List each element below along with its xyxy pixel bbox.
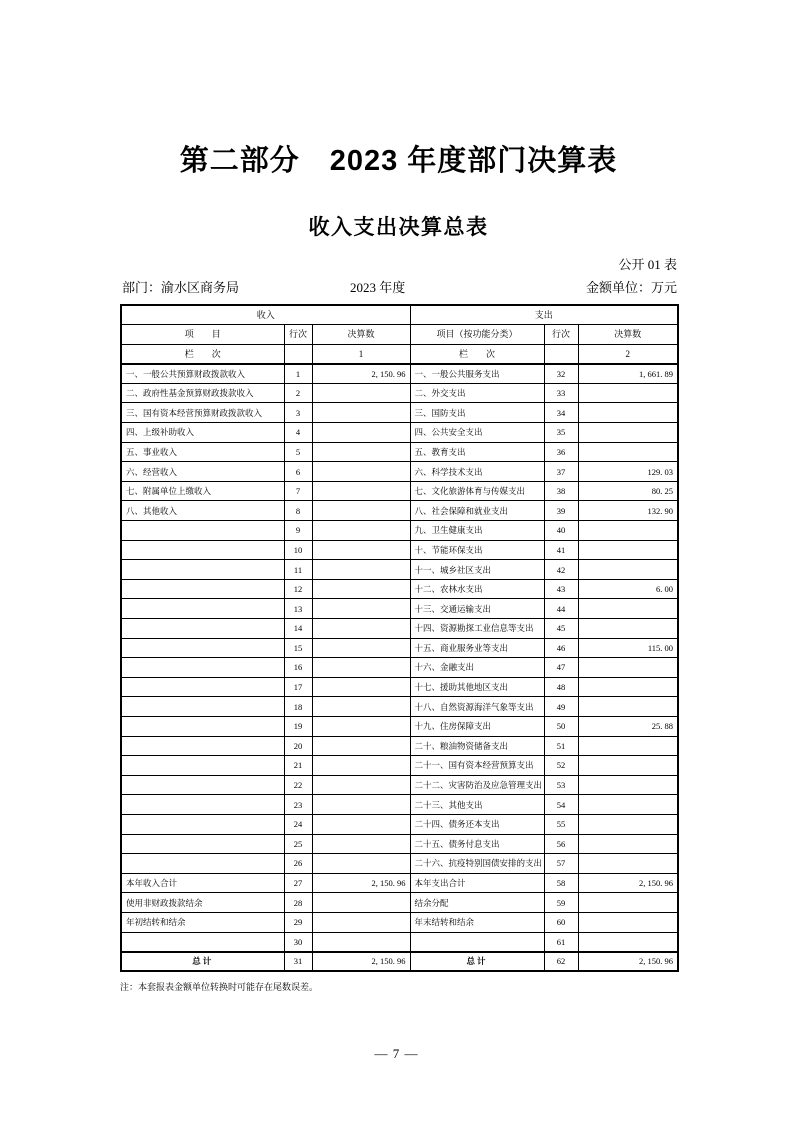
expense-amount: 6. 00 (578, 579, 678, 599)
income-item-label (121, 716, 284, 736)
table-row (121, 423, 678, 443)
income-row-number: 31 (284, 952, 312, 972)
footnote: 注：本套报表金额单位转换时可能存在尾数误差。 (120, 982, 319, 993)
expense-amount (578, 756, 678, 776)
income-amount (312, 716, 410, 736)
income-row-number: 5 (284, 442, 312, 462)
expense-row-number: 42 (544, 560, 578, 580)
expense-amount (578, 795, 678, 815)
income-item-label (121, 658, 284, 678)
income-row-number: 8 (284, 501, 312, 521)
col-header-expense-rownum: 行次 (544, 325, 578, 345)
income-row-number: 19 (284, 716, 312, 736)
income-item-label (121, 599, 284, 619)
table-row (121, 697, 678, 717)
expense-amount: 129. 03 (578, 462, 678, 482)
expense-row-number: 51 (544, 736, 578, 756)
expense-amount (578, 893, 678, 913)
income-amount (312, 893, 410, 913)
income-row-number: 11 (284, 560, 312, 580)
expense-item-label: 十七、援助其他地区支出 (410, 677, 544, 697)
table-row (121, 736, 678, 756)
expense-amount (578, 697, 678, 717)
part-title: 第二部分 2023 年度部门决算表 (179, 145, 618, 177)
col-header-income-item: 项 目 (121, 325, 284, 345)
income-item-label: 六、经营收入 (121, 462, 284, 482)
expense-row-number: 49 (544, 697, 578, 717)
income-row-number: 3 (284, 403, 312, 423)
income-amount (312, 736, 410, 756)
income-item-label (121, 638, 284, 658)
income-row-number: 21 (284, 756, 312, 776)
income-row-number: 12 (284, 579, 312, 599)
expense-item-label: 五、教育支出 (410, 442, 544, 462)
expense-amount (578, 423, 678, 443)
expense-amount (578, 736, 678, 756)
expense-row-number: 52 (544, 756, 578, 776)
income-item-label (121, 814, 284, 834)
income-row-number: 4 (284, 423, 312, 443)
income-amount (312, 540, 410, 560)
expense-item-label: 二十三、其他支出 (410, 795, 544, 815)
page-number: — 7 — (374, 1046, 419, 1061)
income-row-number: 23 (284, 795, 312, 815)
expense-item-label: 二十四、债务还本支出 (410, 814, 544, 834)
fiscal-year-label: 2023 年度 (350, 280, 406, 295)
income-row-number: 2 (284, 383, 312, 403)
expense-row-number: 36 (544, 442, 578, 462)
expense-item-label: 二十二、灾害防治及应急管理支出 (410, 775, 544, 795)
table-row (121, 638, 678, 658)
income-item-label (121, 736, 284, 756)
department-label: 部门：渝水区商务局 (122, 280, 240, 295)
income-row-number: 15 (284, 638, 312, 658)
expense-amount: 115. 00 (578, 638, 678, 658)
expense-amount: 25. 88 (578, 716, 678, 736)
table-row (121, 893, 678, 913)
income-item-label: 总计 (121, 952, 284, 972)
income-amount (312, 423, 410, 443)
table-section-header-row (121, 305, 678, 325)
expense-row-number: 48 (544, 677, 578, 697)
expense-amount (578, 658, 678, 678)
income-row-number: 26 (284, 854, 312, 874)
income-amount (312, 756, 410, 776)
expense-item-label: 六、科学技术支出 (410, 462, 544, 482)
expense-item-label: 十六、金融支出 (410, 658, 544, 678)
expense-amount (578, 403, 678, 423)
expense-row-number: 35 (544, 423, 578, 443)
expense-row-number: 60 (544, 912, 578, 932)
expense-item-label: 一、一般公共服务支出 (410, 364, 544, 384)
table-row (121, 952, 678, 972)
expense-row-number: 41 (544, 540, 578, 560)
income-item-label (121, 834, 284, 854)
table-row (121, 403, 678, 423)
expense-section-header: 支出 (410, 305, 678, 325)
table-row (121, 932, 678, 952)
income-item-label (121, 932, 284, 952)
expense-row-number: 58 (544, 873, 578, 893)
income-row-number: 16 (284, 658, 312, 678)
col-header-income-amount: 决算数 (312, 325, 410, 345)
income-item-label: 三、国有资本经营预算财政拨款收入 (121, 403, 284, 423)
expense-item-label: 三、国防支出 (410, 403, 544, 423)
table-column-index-row (121, 344, 678, 364)
income-amount (312, 579, 410, 599)
expense-item-label: 九、卫生健康支出 (410, 521, 544, 541)
income-amount (312, 481, 410, 501)
table-row (121, 834, 678, 854)
income-row-number: 25 (284, 834, 312, 854)
table-row (121, 462, 678, 482)
income-row-number: 24 (284, 814, 312, 834)
income-amount (312, 697, 410, 717)
expense-item-label: 十四、资源勘探工业信息等支出 (410, 619, 544, 639)
table-row (121, 775, 678, 795)
income-amount (312, 599, 410, 619)
table-row (121, 854, 678, 874)
income-item-label (121, 677, 284, 697)
table-code: 公开 01 表 (618, 257, 677, 272)
income-row-number: 9 (284, 521, 312, 541)
income-amount (312, 932, 410, 952)
expense-row-number: 53 (544, 775, 578, 795)
table-row (121, 756, 678, 776)
expense-row-number: 47 (544, 658, 578, 678)
income-amount (312, 677, 410, 697)
income-amount (312, 383, 410, 403)
table-row (121, 560, 678, 580)
income-row-number: 29 (284, 912, 312, 932)
table-row (121, 521, 678, 541)
income-amount (312, 619, 410, 639)
expense-row-number: 46 (544, 638, 578, 658)
column-index-left-label: 栏 次 (121, 344, 284, 364)
income-item-label: 年初结转和结余 (121, 912, 284, 932)
expense-amount: 80. 25 (578, 481, 678, 501)
income-item-label: 八、其他收入 (121, 501, 284, 521)
income-row-number: 22 (284, 775, 312, 795)
col-header-expense-item: 项目（按功能分类） (410, 325, 544, 345)
income-row-number: 7 (284, 481, 312, 501)
table-row (121, 795, 678, 815)
expense-row-number: 57 (544, 854, 578, 874)
expense-item-label (410, 932, 544, 952)
income-item-label (121, 775, 284, 795)
expense-amount (578, 814, 678, 834)
table-row (121, 873, 678, 893)
income-row-number: 17 (284, 677, 312, 697)
income-row-number: 13 (284, 599, 312, 619)
income-item-label (121, 697, 284, 717)
income-amount (312, 658, 410, 678)
income-amount (312, 775, 410, 795)
income-amount (312, 403, 410, 423)
expense-amount: 1, 661. 89 (578, 364, 678, 384)
expense-row-number: 59 (544, 893, 578, 913)
column-index-right-label: 栏 次 (410, 344, 544, 364)
expense-amount (578, 932, 678, 952)
meta-row (120, 277, 677, 297)
income-row-number: 14 (284, 619, 312, 639)
expense-amount (578, 834, 678, 854)
expense-item-label: 二十六、抗疫特别国债安排的支出 (410, 854, 544, 874)
income-amount (312, 814, 410, 834)
table-row (121, 364, 678, 384)
income-item-label (121, 560, 284, 580)
expense-item-label: 十一、城乡社区支出 (410, 560, 544, 580)
income-row-number: 1 (284, 364, 312, 384)
income-amount (312, 912, 410, 932)
table-row (121, 658, 678, 678)
expense-row-number: 32 (544, 364, 578, 384)
expense-amount (578, 912, 678, 932)
expense-item-label: 十二、农林水支出 (410, 579, 544, 599)
expense-row-number: 56 (544, 834, 578, 854)
expense-item-label: 八、社会保障和就业支出 (410, 501, 544, 521)
table-row (121, 599, 678, 619)
income-amount (312, 521, 410, 541)
income-item-label: 七、附属单位上缴收入 (121, 481, 284, 501)
expense-item-label: 四、公共安全支出 (410, 423, 544, 443)
expense-amount (578, 383, 678, 403)
expense-item-label: 二十一、国有资本经营预算支出 (410, 756, 544, 776)
income-amount (312, 795, 410, 815)
table-row (121, 540, 678, 560)
expense-item-label: 二、外交支出 (410, 383, 544, 403)
income-row-number: 28 (284, 893, 312, 913)
document-content (120, 0, 677, 993)
income-item-label: 五、事业收入 (121, 442, 284, 462)
column-index-left-value: 1 (312, 344, 410, 364)
expense-amount (578, 521, 678, 541)
table-title: 收入支出决算总表 (308, 216, 489, 239)
table-row (121, 814, 678, 834)
expense-item-label: 十三、交通运输支出 (410, 599, 544, 619)
income-item-label: 使用非财政拨款结余 (121, 893, 284, 913)
income-amount (312, 638, 410, 658)
table-row (121, 619, 678, 639)
expense-amount (578, 854, 678, 874)
expense-item-label: 年末结转和结余 (410, 912, 544, 932)
income-amount: 2, 150. 96 (312, 364, 410, 384)
expense-row-number: 39 (544, 501, 578, 521)
income-item-label (121, 619, 284, 639)
column-index-right-value: 2 (578, 344, 678, 364)
expense-item-label: 二十五、债务付息支出 (410, 834, 544, 854)
expense-amount: 2, 150. 96 (578, 873, 678, 893)
income-item-label: 一、一般公共预算财政拨款收入 (121, 364, 284, 384)
expense-row-number: 34 (544, 403, 578, 423)
expense-amount (578, 677, 678, 697)
income-amount: 2, 150. 96 (312, 952, 410, 972)
table-row (121, 677, 678, 697)
table-row (121, 912, 678, 932)
expense-amount (578, 775, 678, 795)
column-index-right-rownum (544, 344, 578, 364)
expense-row-number: 44 (544, 599, 578, 619)
expense-row-number: 62 (544, 952, 578, 972)
income-row-number: 10 (284, 540, 312, 560)
expense-amount (578, 540, 678, 560)
expense-amount: 132. 90 (578, 501, 678, 521)
table-row (121, 501, 678, 521)
expense-item-label: 二十、粮油物资储备支出 (410, 736, 544, 756)
expense-row-number: 38 (544, 481, 578, 501)
income-amount (312, 501, 410, 521)
income-expense-summary-table (120, 304, 679, 972)
table-row (121, 481, 678, 501)
income-amount (312, 560, 410, 580)
income-amount (312, 462, 410, 482)
expense-row-number: 40 (544, 521, 578, 541)
income-amount (312, 834, 410, 854)
column-index-left-rownum (284, 344, 312, 364)
income-section-header: 收入 (121, 305, 410, 325)
expense-amount (578, 442, 678, 462)
amount-unit-label: 金额单位：万元 (585, 280, 677, 295)
expense-row-number: 45 (544, 619, 578, 639)
income-row-number: 18 (284, 697, 312, 717)
expense-amount: 2, 150. 96 (578, 952, 678, 972)
expense-item-label: 十、节能环保支出 (410, 540, 544, 560)
expense-item-label: 十五、商业服务业等支出 (410, 638, 544, 658)
table-row (121, 579, 678, 599)
expense-item-label: 七、文化旅游体育与传媒支出 (410, 481, 544, 501)
income-row-number: 30 (284, 932, 312, 952)
table-body (121, 364, 678, 971)
expense-row-number: 37 (544, 462, 578, 482)
expense-item-label: 总计 (410, 952, 544, 972)
expense-item-label: 十九、住房保障支出 (410, 716, 544, 736)
expense-row-number: 54 (544, 795, 578, 815)
income-item-label (121, 795, 284, 815)
income-row-number: 20 (284, 736, 312, 756)
income-item-label: 四、上级补助收入 (121, 423, 284, 443)
income-item-label (121, 521, 284, 541)
income-amount (312, 854, 410, 874)
table-row (121, 442, 678, 462)
expense-row-number: 55 (544, 814, 578, 834)
expense-row-number: 43 (544, 579, 578, 599)
income-row-number: 6 (284, 462, 312, 482)
income-item-label (121, 579, 284, 599)
expense-amount (578, 619, 678, 639)
col-header-income-rownum: 行次 (284, 325, 312, 345)
income-item-label (121, 854, 284, 874)
income-row-number: 27 (284, 873, 312, 893)
expense-item-label: 十八、自然资源海洋气象等支出 (410, 697, 544, 717)
table-row (121, 383, 678, 403)
income-item-label: 本年收入合计 (121, 873, 284, 893)
income-item-label: 二、政府性基金预算财政拨款收入 (121, 383, 284, 403)
income-item-label (121, 756, 284, 776)
expense-row-number: 50 (544, 716, 578, 736)
income-amount (312, 442, 410, 462)
expense-amount (578, 599, 678, 619)
expense-item-label: 本年支出合计 (410, 873, 544, 893)
expense-row-number: 61 (544, 932, 578, 952)
table-column-header-row (121, 325, 678, 345)
expense-item-label: 结余分配 (410, 893, 544, 913)
expense-row-number: 33 (544, 383, 578, 403)
expense-amount (578, 560, 678, 580)
income-item-label (121, 540, 284, 560)
income-amount: 2, 150. 96 (312, 873, 410, 893)
table-row (121, 716, 678, 736)
col-header-expense-amount: 决算数 (578, 325, 678, 345)
